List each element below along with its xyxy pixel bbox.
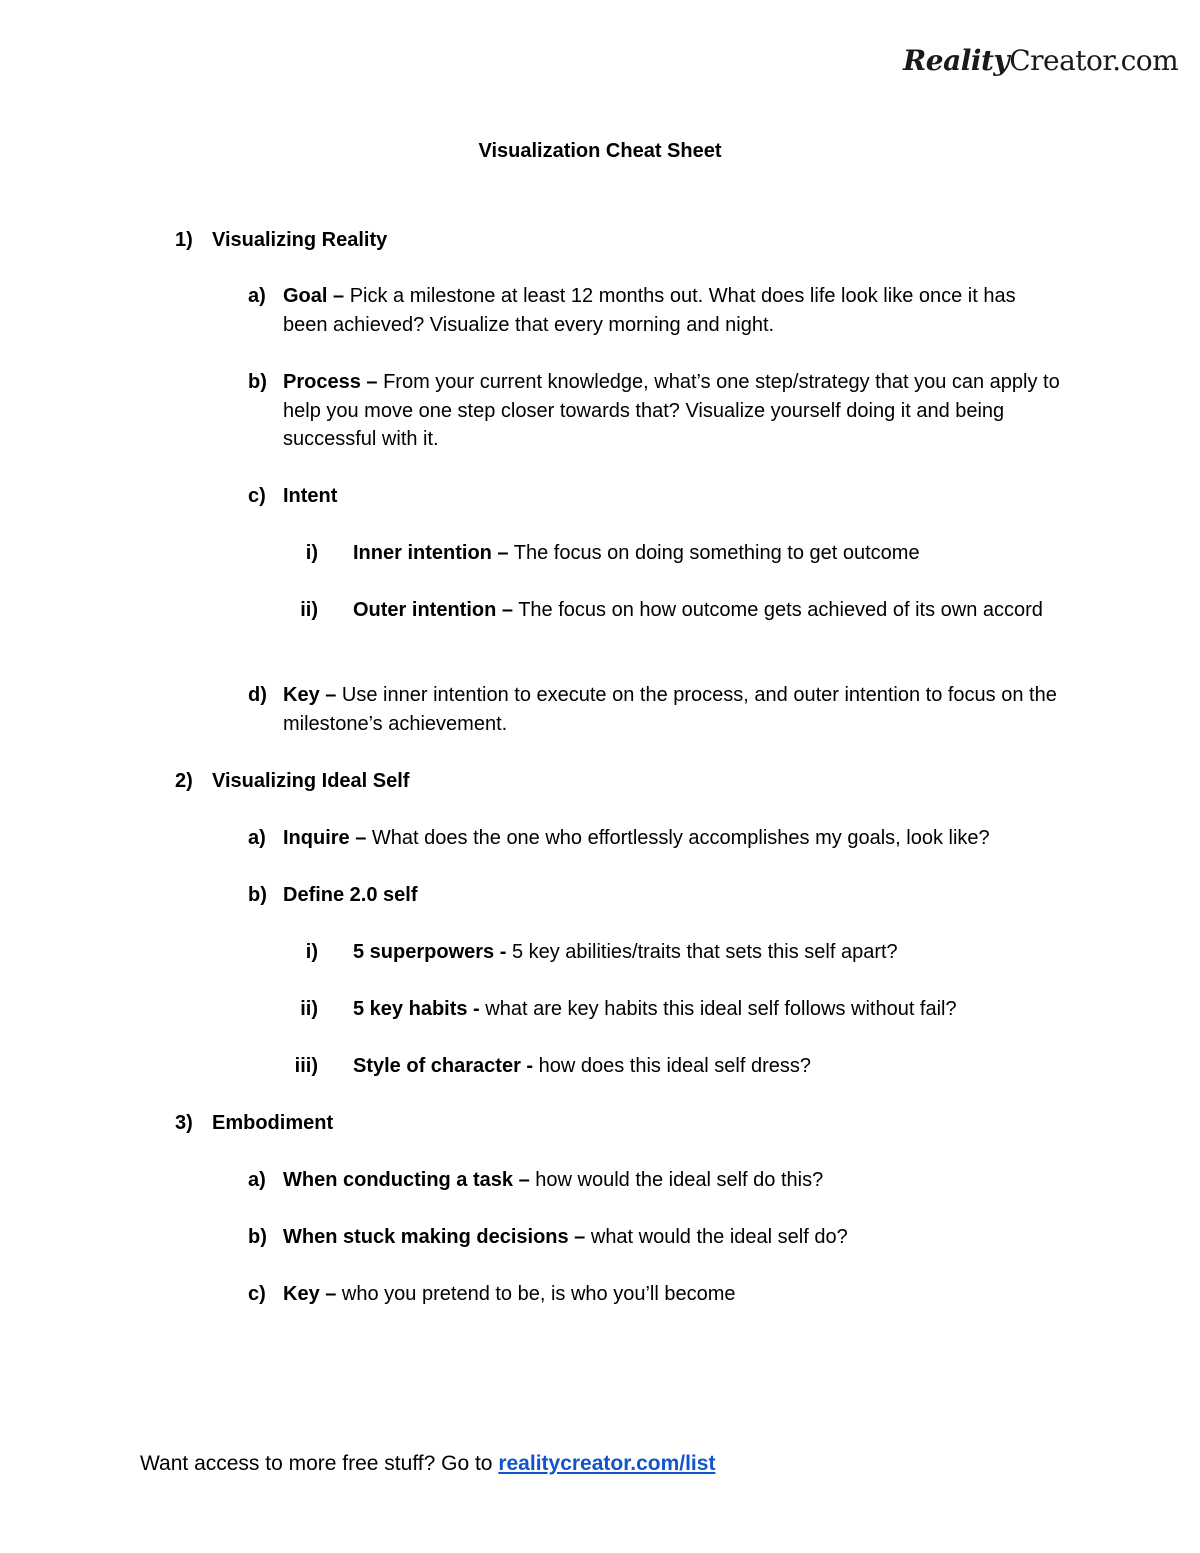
list-item [283, 681, 1063, 738]
list-marker: ii) [300, 998, 318, 1020]
list-item [353, 938, 1063, 967]
item-term: Process – [283, 371, 378, 393]
item-text: What does the one who effortlessly accomplishes my goals, look like? [366, 827, 990, 849]
item-text: what are key habits this ideal self follows without fail? [479, 998, 957, 1020]
item-term: Outer intention – [353, 599, 513, 621]
item-term: Key – [283, 1283, 337, 1305]
list-marker: d) [248, 684, 267, 706]
list-marker: 2) [175, 770, 193, 792]
logo [903, 44, 1178, 77]
list-marker: iii) [294, 1055, 318, 1077]
footer [140, 1452, 715, 1476]
list-marker: ii) [300, 599, 318, 621]
list-item [283, 824, 1063, 853]
item-text: The focus on how outcome gets achieved of its own accord [513, 599, 1043, 621]
list-item [283, 482, 1063, 511]
item-term: Goal – [283, 285, 345, 307]
item-term: Style of character - [353, 1055, 534, 1077]
list-marker: c) [248, 1283, 266, 1305]
logo-part-2: Creator.com [1009, 44, 1179, 77]
list-item [283, 282, 1063, 339]
list-marker: c) [248, 485, 266, 507]
list-item [353, 539, 1063, 568]
list-item [283, 881, 1063, 910]
item-text: who you pretend to be, is who you’ll become [336, 1283, 736, 1305]
list-item [353, 995, 1063, 1024]
logo-part-1: Reality [903, 44, 1010, 77]
item-text: Use inner intention to execute on the process, and outer intention to focus on the milestone’s achievement. [283, 684, 1057, 735]
list-item [353, 1052, 1063, 1081]
list-marker: b) [248, 884, 267, 906]
list-marker: 3) [175, 1112, 193, 1134]
item-term: Define 2.0 self [283, 884, 418, 906]
item-text: Pick a milestone at least 12 months out. What does life look like once it has been achieved? Visualize that every morning and night. [283, 285, 1016, 336]
list-item [283, 1280, 1063, 1309]
item-term: Key – [283, 684, 337, 706]
list-marker: i) [305, 941, 318, 963]
section-heading: Visualizing Ideal Self [212, 770, 410, 792]
item-term: 5 superpowers - [353, 941, 507, 963]
item-term: When conducting a task – [283, 1169, 530, 1191]
footer-link[interactable]: realitycreator.com/list [498, 1452, 716, 1475]
section-heading: Visualizing Reality [212, 229, 388, 251]
list-item [283, 1166, 1063, 1195]
list-marker: i) [305, 542, 318, 564]
list-item [283, 1223, 1063, 1252]
list-marker: b) [248, 371, 267, 393]
list-item [353, 596, 1063, 625]
item-text: 5 key abilities/traits that sets this self apart? [506, 941, 898, 963]
item-text: From your current knowledge, what’s one step/strategy that you can apply to help you move one step closer towards that? Visualize yourself doing it and being successful with it. [283, 371, 1060, 451]
item-term: When stuck making decisions – [283, 1226, 586, 1248]
item-text: what would the ideal self do? [585, 1226, 848, 1248]
item-text: how would the ideal self do this? [529, 1169, 824, 1191]
list-marker: 1) [175, 229, 193, 251]
list-marker: b) [248, 1226, 267, 1248]
item-term: 5 key habits - [353, 998, 480, 1020]
item-text: how does this ideal self dress? [533, 1055, 812, 1077]
list-item [283, 368, 1063, 454]
page-title: Visualization Cheat Sheet [478, 140, 722, 162]
list-marker: a) [248, 285, 266, 307]
footer-text: Want access to more free stuff? Go to [140, 1452, 499, 1475]
list-marker: a) [248, 1169, 266, 1191]
item-term: Intent [283, 485, 338, 507]
item-text: The focus on doing something to get outcome [508, 542, 920, 564]
item-term: Inner intention – [353, 542, 509, 564]
item-term: Inquire – [283, 827, 367, 849]
list-marker: a) [248, 827, 266, 849]
section-heading: Embodiment [212, 1112, 334, 1134]
